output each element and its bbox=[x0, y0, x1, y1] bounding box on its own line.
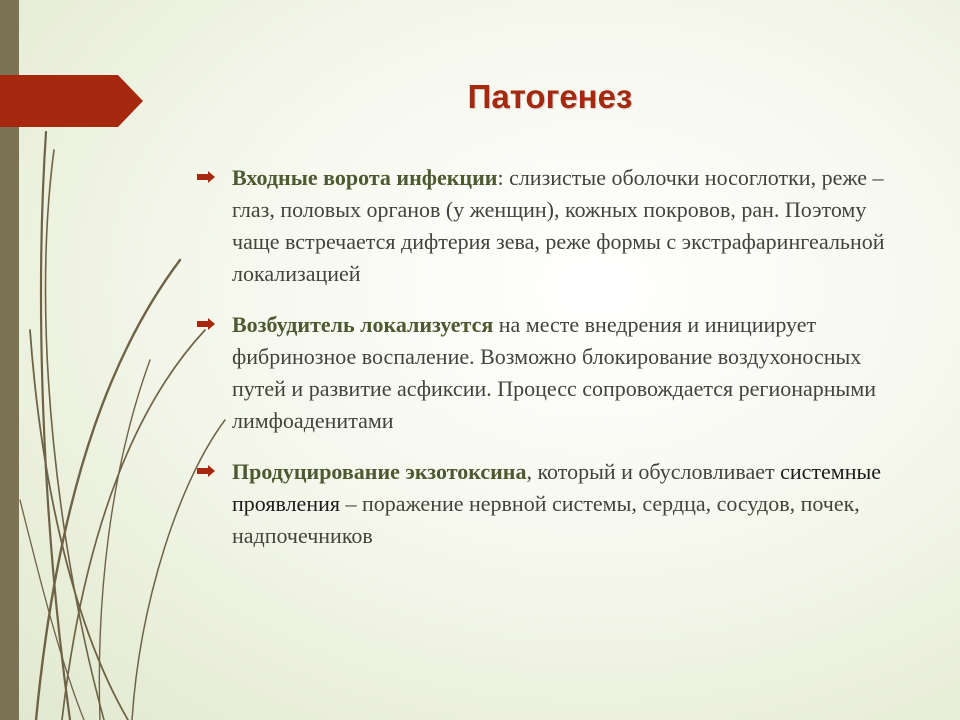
bullet-term: Возбудитель локализуется bbox=[232, 312, 494, 337]
bullet-term: Продуцирование экзотоксина bbox=[232, 459, 527, 484]
arrow-bullet-icon bbox=[197, 318, 215, 330]
bullet-text: – поражение нервной системы, сердца, сосудов, почек, надпочечников bbox=[232, 491, 860, 548]
bullet-highlight: системные проявления bbox=[232, 459, 882, 516]
bullet-item-entry-gates bbox=[197, 162, 897, 290]
title-tab-ribbon bbox=[0, 75, 143, 127]
arrow-bullet-icon bbox=[197, 465, 215, 477]
arrow-bullet-icon bbox=[197, 171, 215, 183]
slide-title: Патогенез bbox=[467, 78, 633, 115]
bullet-item-localization bbox=[197, 309, 897, 437]
bullet-list bbox=[197, 162, 897, 571]
bullet-term: Входные ворота инфекции bbox=[232, 165, 498, 190]
bullet-item-exotoxin bbox=[197, 456, 897, 552]
bullet-text: на месте внедрения и инициирует фибринозное воспаление. Возможно блокирование воздухоносных путей и развитие асфиксии. Процесс сопровождается регионарными лимфоаденитами bbox=[232, 312, 877, 433]
bullet-text: : слизистые оболочки носоглотки, реже – глаз, половых органов (у женщин), кожных покровов, ран. Поэтому чаще встречается дифтерия зева, реже формы с экстрафарингеальной локализацией bbox=[232, 165, 885, 286]
bullet-text: , который и обусловливает bbox=[526, 459, 781, 484]
